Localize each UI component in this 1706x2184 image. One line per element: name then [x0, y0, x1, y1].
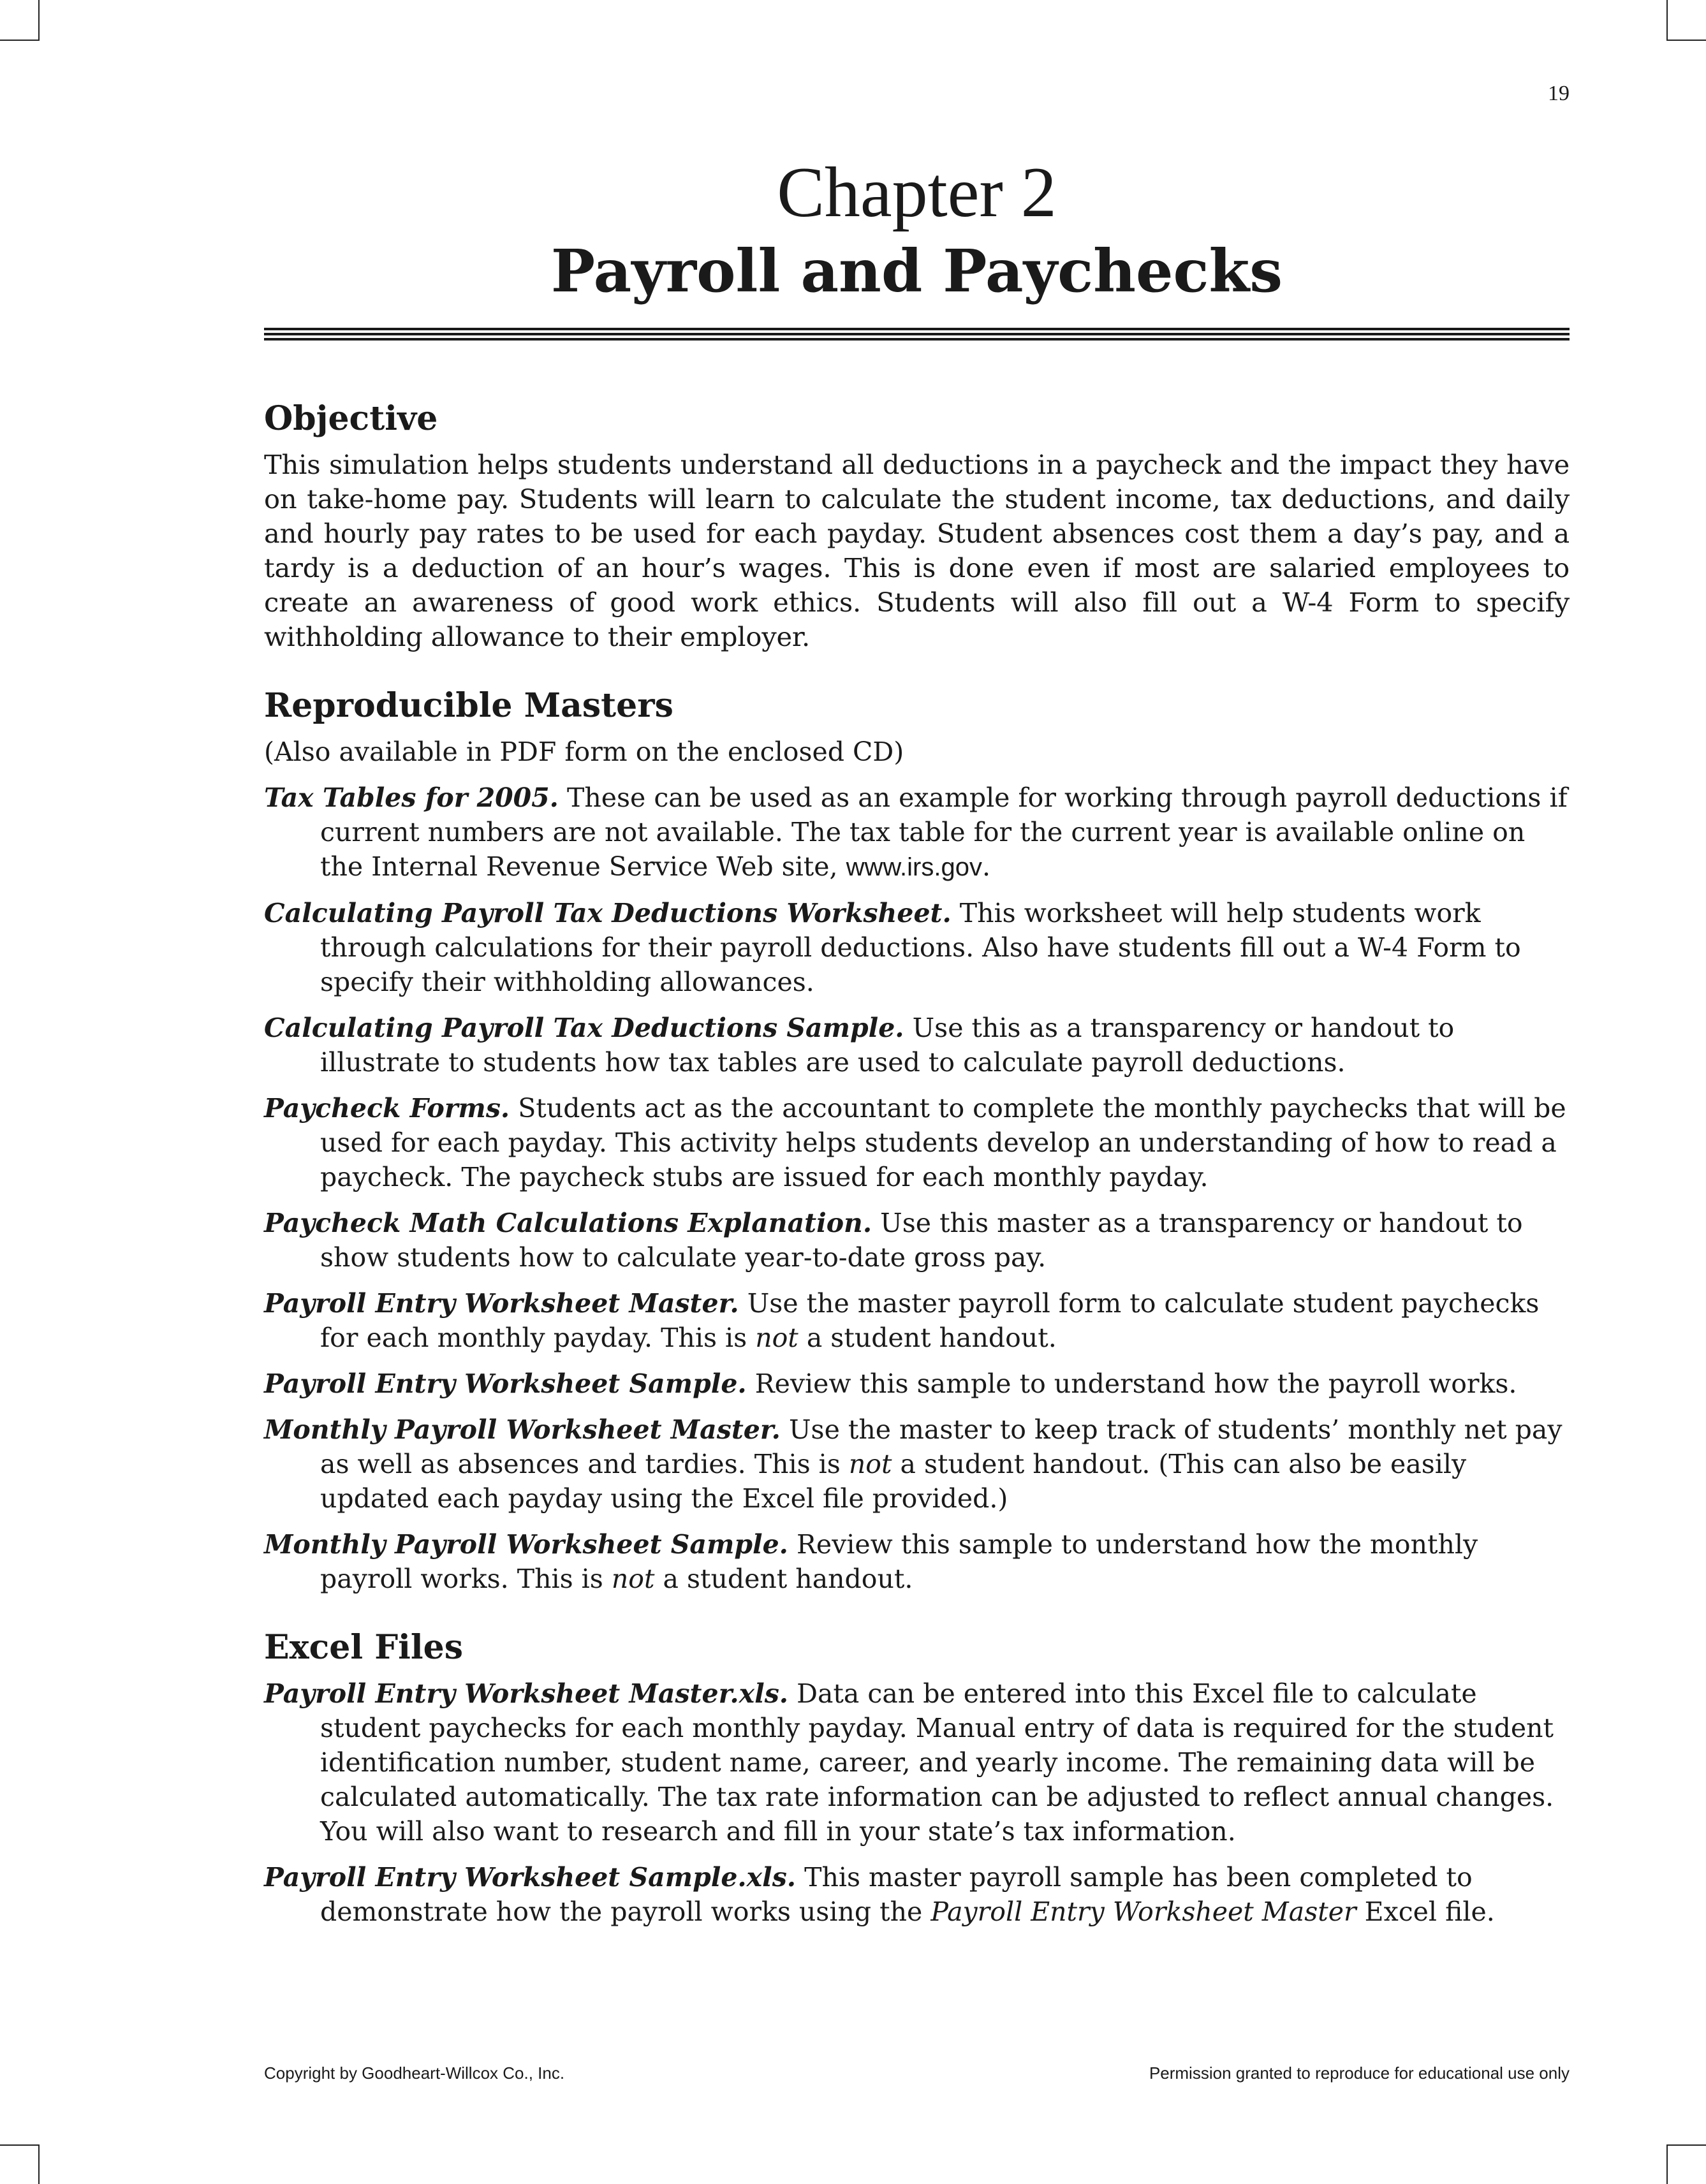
crop-mark: [38, 0, 40, 40]
crop-mark: [0, 2144, 40, 2146]
objective-section: [264, 397, 1570, 654]
entry-text: Use the master to keep track of students’ monthly net pay as well as absences and tardies. This is: [320, 1414, 1563, 1479]
masters-heading: Reproducible Masters: [264, 686, 673, 725]
entry-text: This worksheet will help students work through calculations for their payroll deductions. Also have students fill out a W-4 Form to specify their withholding allowances.: [320, 898, 1521, 997]
footer-permission: Permission granted to reproduce for educational use only: [1149, 2063, 1570, 2083]
list-item: [264, 1412, 1570, 1516]
crop-mark: [1666, 0, 1668, 40]
list-item: [264, 1367, 1570, 1401]
entry-end: a student handout.: [654, 1564, 913, 1594]
list-item: [264, 1527, 1570, 1596]
excel-section: [264, 1625, 1570, 1929]
list-item: [264, 896, 1570, 999]
entry-term: Calculating Payroll Tax Deductions Sample.: [264, 1013, 904, 1043]
entry-text: Use this as a transparency or handout to illustrate to students how tax tables are used to calculate payroll deductions.: [320, 1013, 1455, 1078]
entry-emphasis: Payroll Entry Worksheet Master: [930, 1896, 1357, 1927]
entry-emphasis: not: [755, 1323, 798, 1353]
entry-emphasis: not: [848, 1449, 892, 1479]
entry-text: Review this sample to understand how the payroll works.: [746, 1368, 1517, 1399]
crop-mark: [0, 40, 40, 41]
list-item: [264, 1286, 1570, 1355]
objective-heading: Objective: [264, 399, 438, 438]
crop-mark: [1666, 2144, 1668, 2184]
entry-text: Review this sample to understand how the monthly payroll works. This is: [320, 1529, 1478, 1594]
entry-end: .: [982, 851, 991, 882]
page-number: 19: [1548, 82, 1570, 105]
entry-term: Paycheck Math Calculations Explanation.: [264, 1208, 872, 1238]
entry-end: Excel file.: [1356, 1896, 1495, 1927]
entry-end: a student handout. (This can also be easily updated each payday using the Excel file provided.): [320, 1449, 1467, 1514]
entry-term: Monthly Payroll Worksheet Sample.: [264, 1529, 788, 1560]
chapter-label: Chapter 2: [777, 153, 1057, 232]
entry-text: Students act as the accountant to complete the monthly paychecks that will be used for each payday. This activity helps students develop an understanding of how to read a paycheck. The paycheck stubs are issued for each monthly payday.: [320, 1093, 1566, 1192]
chapter-title: Payroll and Paychecks: [550, 237, 1283, 305]
entry-term: Paycheck Forms.: [264, 1093, 510, 1124]
list-item: [264, 1676, 1570, 1849]
entry-term: Payroll Entry Worksheet Master.: [264, 1288, 739, 1319]
list-item: [264, 1011, 1570, 1080]
entry-text: These can be used as an example for working through payroll deductions if current numbers are not available. The tax table for the current year is available online on the Internal Revenue Service Web site,: [320, 782, 1568, 882]
entry-term: Monthly Payroll Worksheet Master.: [264, 1414, 781, 1445]
entry-text: Use the master payroll form to calculate student paychecks for each monthly payday. This is: [320, 1288, 1540, 1353]
footer-copyright: Copyright by Goodheart-Willcox Co., Inc.: [264, 2063, 565, 2083]
crop-mark: [38, 2144, 40, 2184]
masters-section: [264, 684, 1570, 1596]
excel-heading: Excel Files: [264, 1628, 464, 1667]
list-item: [264, 1206, 1570, 1275]
chapter-header: [264, 152, 1570, 309]
entry-term: Payroll Entry Worksheet Master.xls.: [264, 1678, 789, 1709]
entry-term: Tax Tables for 2005.: [264, 782, 559, 813]
entry-term: Calculating Payroll Tax Deductions Worksheet.: [264, 898, 952, 928]
irs-link[interactable]: www.irs.gov: [846, 853, 982, 881]
list-item: [264, 781, 1570, 884]
entry-emphasis: not: [611, 1564, 655, 1594]
entry-term: Payroll Entry Worksheet Sample.xls.: [264, 1862, 797, 1893]
main-content: [264, 397, 1570, 1958]
entry-end: a student handout.: [798, 1323, 1057, 1353]
entry-text: Use this master as a transparency or handout to show students how to calculate year-to-date gross pay.: [320, 1208, 1523, 1273]
crop-mark: [1666, 2144, 1706, 2146]
list-item: [264, 1091, 1570, 1194]
entry-text: This master payroll sample has been completed to demonstrate how the payroll works using the: [320, 1862, 1473, 1927]
entry-term: Payroll Entry Worksheet Sample.: [264, 1368, 747, 1399]
list-item: [264, 1860, 1570, 1929]
entry-text: Data can be entered into this Excel file to calculate student paychecks for each monthly payday. Manual entry of data is required for the student identification number, student name, career, and yearly income. The remaining data will be calculated automatically. The tax rate information can be adjusted to reflect annual changes. You will also want to research and fill in your state’s tax information.: [320, 1678, 1554, 1847]
objective-text: This simulation helps students understand all deductions in a paycheck and the impact they have on take-home pay. Students will learn to calculate the student income, tax deductions, and daily and hourly pay rates to be used for each payday. Student absences cost them a day’s pay, and a tardy is a deduction of an hour’s wages. This is done even if most are salaried employees to create an awareness of good work ethics. Students will also fill out a W-4 Form to specify withholding allowance to their employer.: [264, 449, 1570, 652]
crop-mark: [1666, 40, 1706, 41]
masters-note: (Also available in PDF form on the enclosed CD): [264, 737, 904, 767]
title-rule: [264, 328, 1570, 341]
